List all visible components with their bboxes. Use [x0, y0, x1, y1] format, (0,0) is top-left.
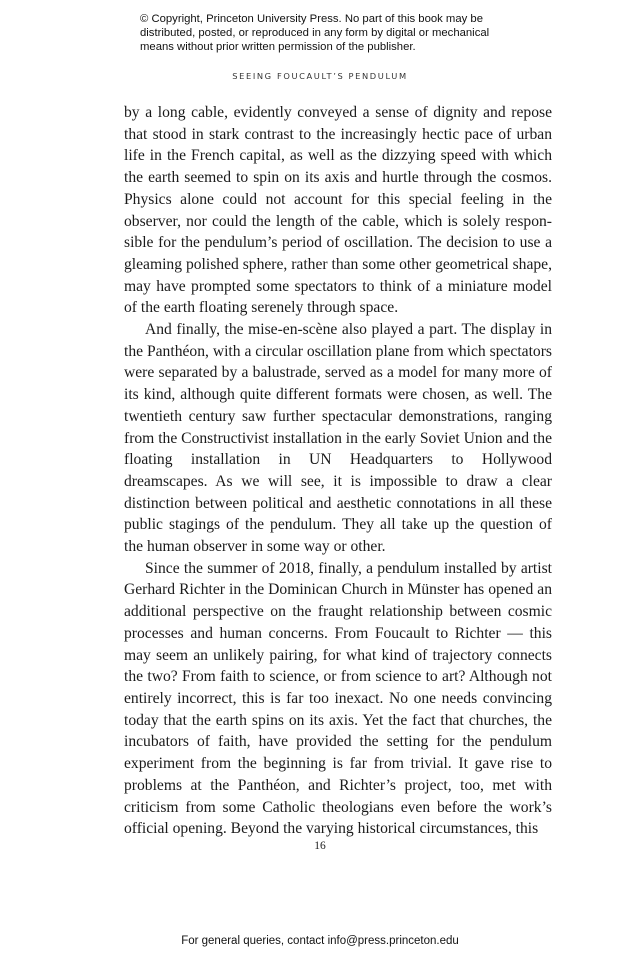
footer-contact: For general queries, contact info@press.princeton.edu	[181, 935, 459, 947]
copyright-notice: © Copyright, Princeton University Press. No part of this book may be distributed, posted, or reproduced in any form by digital or mechanical means without prior written permission of the publisher.	[140, 13, 490, 53]
paragraph: And finally, the mise-en-scène also played a part. The display in the Panthéon, with a circular oscillation plane from which spectators were separated by a balustrade, served as a model for many more of its kind, although quite different formats were chosen, as well. The twentieth century saw further spectacular demonstrations, ranging from the Constructivist installation in the early Soviet Union and the floating installation in UN Headquarters to Hollywood dreamscapes. As we will see, it is impossible to draw a clear distinction between political and aesthetic connotations in all these public stagings of the pendulum. They all take up the question of the human observer in some way or other.	[124, 321, 552, 556]
paragraph: by a long cable, evidently conveyed a sense of dignity and repose that stood in stark contrast to the increasingly hectic pace of urban life in the French capital, as well as the dizzying speed with which the earth seemed to spin on its axis and hurtle through the cosmos. Physics alone could not account for this special feeling in the observer, nor could the length of the cable, which is solely responsible for the pendulum’s period of oscillation. The decision to use a gleaming polished sphere, rather than some other geometrical shape, may have prompted some spectators to think of a miniature model of the earth floating serenely through space.	[124, 104, 552, 317]
running-head: SEEING FOUCAULT’S PENDULUM	[232, 71, 408, 81]
body-text	[124, 102, 552, 840]
page-number: 16	[314, 840, 326, 852]
paragraph: Since the summer of 2018, finally, a pendulum installed by artist Gerhard Richter in the Dominican Church in Münster has opened an additional perspective on the fraught relationship between cosmic processes and human concerns. From Foucault to Richter — this may seem an unlikely pairing, for what kind of trajectory connects the two? From faith to science, or from science to art? Although not entirely incorrect, this is far too inexact. No one needs convincing today that the earth spins on its axis. Yet the fact that churches, the incubators of faith, have provided the setting for the pendulum experiment from the beginning is far from trivial. It gave rise to problems at the Panthéon, and Richter’s project, too, met with criticism from some Catholic theologians even before the work’s official opening. Beyond the varying historical circumstances, this	[124, 559, 552, 838]
